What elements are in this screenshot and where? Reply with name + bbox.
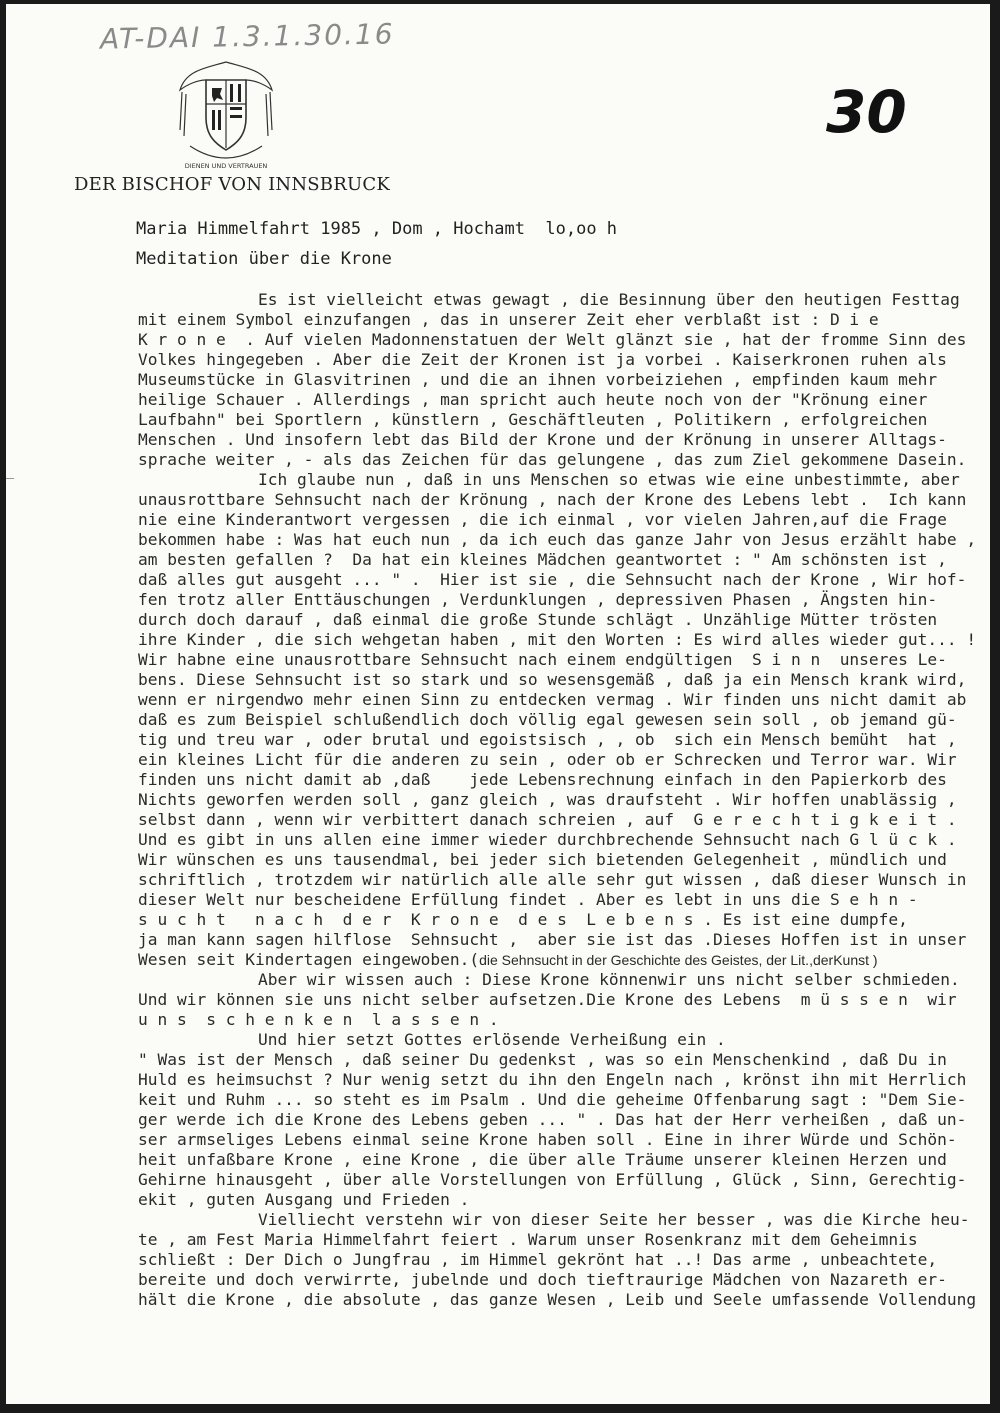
text-line: " Was ist der Mensch , daß seiner Du gedenkst , was so ein Menschenkind , daß Du in bbox=[138, 1050, 947, 1069]
text-line: am besten gefallen ? Da hat ein kleines Mädchen geantwortet : " Am schönsten ist , bbox=[138, 550, 947, 569]
text-line: durch doch darauf , daß einmal die große Stunde schlägt . Unzählige Mütter trösten bbox=[138, 610, 938, 629]
text-line: ekit , guten Ausgang und Frieden . bbox=[138, 1190, 470, 1209]
text-line: bereite und doch verwirrte, jubelnde und doch tieftraurige Mädchen von Nazareth er- bbox=[138, 1270, 947, 1289]
text-line: Wir wünschen es uns tausendmal, bei jeder sich bietenden Gelegenheit , mündlich und bbox=[138, 850, 947, 869]
text-line: daß alles gut ausgeht ... " . Hier ist sie , die Sehnsucht nach der Krone , Wir hof- bbox=[138, 570, 967, 589]
archive-signature: AT-DAI 1.3.1.30.16 bbox=[99, 17, 395, 56]
text-line: Aber wir wissen auch : Diese Krone könnenwir uns nicht selber schmieden. bbox=[258, 970, 960, 989]
text-line: tig und treu war , oder brutal und egoistsisch , , ob sich ein Mensch bemüht hat , bbox=[138, 730, 957, 749]
text-line: ger werde ich die Krone des Lebens geben ... " . Das hat der Herr verheißen , daß un- bbox=[138, 1110, 967, 1129]
text-line: K r o n e . Auf vielen Madonnenstatuen der Welt glänzt sie , hat der fromme Sinn des bbox=[138, 330, 967, 349]
text-line: ser armseliges Lebens einmal seine Krone haben soll . Eine in ihrer Würde und Schön- bbox=[138, 1130, 957, 1149]
episcopal-crest-icon bbox=[176, 60, 276, 172]
text-line: Nichts geworfen werden soll , ganz gleich , was draufsteht . Wir hoffen unablässig , bbox=[138, 790, 957, 809]
text-line: keit und Ruhm ... so steht es im Psalm . Und die geheime Offenbarung sagt : "Dem Sie- bbox=[138, 1090, 967, 1109]
document-title: Maria Himmelfahrt 1985 , Dom , Hochamt lo,oo h bbox=[136, 219, 618, 239]
text-line: wenn er nirgendwo mehr einen Sinn zu entdecken vermag . Wir finden uns nicht damit ab bbox=[138, 690, 967, 709]
text-line: ihre Kinder , die sich wehgetan haben , mit den Worten : Es wird alles wieder gut... ! bbox=[138, 630, 977, 649]
text-line: bekommen habe : Was hat euch nun , da ich euch das ganze Jahr von Jesus erzählt habe , bbox=[138, 530, 977, 549]
handwritten-insert: die Sehnsucht in der Geschichte des Geistes, der Lit.,derKunst ) bbox=[479, 952, 878, 968]
text-line: Ich glaube nun , daß in uns Menschen so etwas wie eine unbestimmte, aber bbox=[258, 470, 960, 489]
crest-motto: DIENEN UND VERTRAUEN bbox=[184, 162, 268, 170]
text-line: unausrottbare Sehnsucht nach der Krönung , nach der Krone des Lebens lebt . Ich kann bbox=[138, 490, 967, 509]
text-line: schließt : Der Dich o Jungfrau , im Himmel gekrönt hat ..! Das arme , unbeachtete, bbox=[138, 1250, 938, 1269]
text-line: Museumstücke in Glasvitrinen , und die an ihnen vorbeiziehen , empfinden kaum mehr bbox=[138, 370, 938, 389]
text-line: ja man kann sagen hilflose Sehnsucht , aber sie ist das .Dieses Hoffen ist in unser bbox=[138, 930, 967, 949]
text-line: Es ist vielleicht etwas gewagt , die Besinnung über den heutigen Festtag bbox=[258, 290, 960, 309]
margin-mark bbox=[6, 478, 14, 479]
text-line: selbst dann , wenn wir verbittert danach schreien , auf G e r e c h t i g k e i t . bbox=[138, 810, 957, 829]
text-line: te , am Fest Maria Himmelfahrt feiert . Warum unser Rosenkranz mit dem Geheimnis bbox=[138, 1230, 918, 1249]
text-line: Volkes hingegeben . Aber die Zeit der Kronen ist ja vorbei . Kaiserkronen ruhen als bbox=[138, 350, 947, 369]
document-subtitle: Meditation über die Krone bbox=[136, 249, 392, 269]
text-line: Und es gibt in uns allen eine immer wieder durchbrechende Sehnsucht nach G l ü c k . bbox=[138, 830, 957, 849]
text-line bbox=[138, 950, 994, 970]
text-line: finden uns nicht damit ab ,daß jede Lebensrechnung einfach in den Papierkorb des bbox=[138, 770, 947, 789]
text-line: Und wir können sie uns nicht selber aufsetzen.Die Krone des Lebens m ü s s e n wir bbox=[138, 990, 957, 1009]
text-line: bens. Diese Sehnsucht ist so stark und so wesensgemäß , daß ja ein Mensch krank wird, bbox=[138, 670, 967, 689]
letterhead-org: DER BISCHOF VON INNSBRUCK bbox=[74, 174, 390, 195]
text-line: mit einem Symbol einzufangen , das in unserer Zeit eher verblaßt ist : D i e bbox=[138, 310, 879, 329]
text-line: dieser Welt nur bescheidene Erfüllung findet . Aber es lebt in uns die S e h n - bbox=[138, 890, 918, 909]
text-line: hält die Krone , die absolute , das ganze Wesen , Leib und Seele umfassende Vollendung bbox=[138, 1290, 977, 1309]
text-line: Und hier setzt Gottes erlösende Verheißung ein . bbox=[258, 1030, 726, 1049]
text-line: schriftlich , trotzdem wir natürlich alle alle sehr gut wissen , daß dieser Wunsch in bbox=[138, 870, 967, 889]
text-line: heilige Schauer . Allerdings , man spricht auch heute noch von der "Krönung einer bbox=[138, 390, 928, 409]
text-line: u n s s c h e n k e n l a s s e n . bbox=[138, 1010, 499, 1029]
text-line: Laufbahn" bei Sportlern , künstlern , Geschäftleuten , Politikern , erfolgreichen bbox=[138, 410, 928, 429]
body-text bbox=[138, 290, 994, 1310]
text-line: Gehirne hinausgeht , über alle Vorstellungen von Erfüllung , Glück , Sinn, Gerechtig- bbox=[138, 1170, 967, 1189]
text-line: Huld es heimsuchst ? Nur wenig setzt du ihn den Engeln nach , krönst ihn mit Herrlich bbox=[138, 1070, 967, 1089]
text-line: Wir habne eine unausrottbare Sehnsucht nach einem endgültigen S i n n unseres Le- bbox=[138, 650, 947, 669]
text-line-start: Wesen seit Kindertagen eingewoben.( bbox=[138, 950, 480, 969]
text-line: Menschen . Und insofern lebt das Bild der Krone und der Krönung in unserer Alltags- bbox=[138, 430, 947, 449]
text-line: heit unfaßbare Krone , eine Krone , die über alle Träume unserer kleinen Herzen und bbox=[138, 1150, 947, 1169]
text-line: Vielliecht verstehn wir von dieser Seite her besser , was die Kirche heu- bbox=[258, 1210, 970, 1229]
text-line: sprache weiter , - als das Zeichen für das gelungene , das zum Ziel gekommene Dasein. bbox=[138, 450, 967, 469]
text-line: s u c h t n a c h d e r K r o n e d e s L e b e n s . Es ist eine dumpfe, bbox=[138, 910, 908, 929]
text-line: fen trotz aller Enttäuschungen , Verdunklungen , depressiven Phasen , Ängsten hin- bbox=[138, 590, 938, 609]
text-line: nie eine Kinderantwort vergessen , die ich einmal , vor vielen Jahren,auf die Frage bbox=[138, 510, 947, 529]
page-number: 30 bbox=[826, 78, 907, 146]
text-line: ein kleines Licht für die anderen zu sein , oder ob er Schrecken und Terror war. Wir bbox=[138, 750, 957, 769]
text-line: daß es zum Beispiel schlußendlich doch völlig egal gewesen sein soll , ob jemand gü- bbox=[138, 710, 957, 729]
